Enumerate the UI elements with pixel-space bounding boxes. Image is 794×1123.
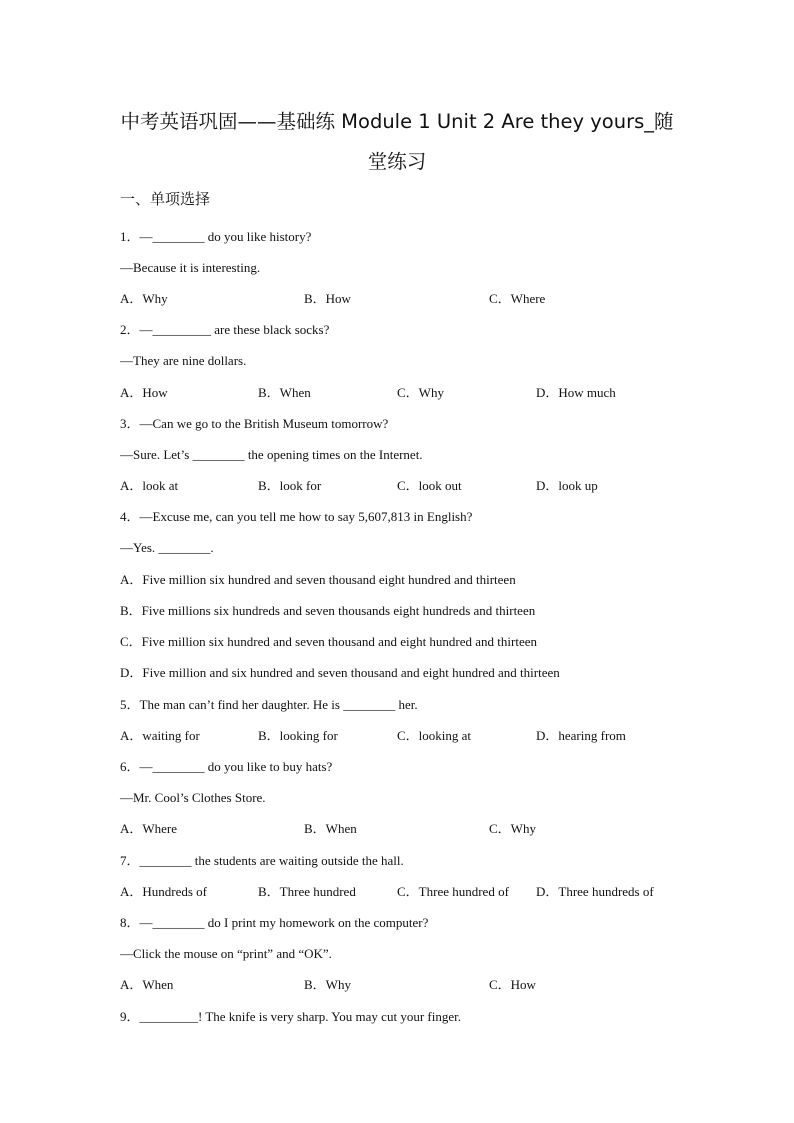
q8-option-a[interactable]: A．When [120, 977, 174, 992]
q6-option-c[interactable]: C．Why [489, 821, 536, 836]
q2-option-c[interactable]: C．Why [397, 385, 444, 400]
q4-option-d[interactable]: D．Five million and six hundred and seven thousand and eight hundred and thirteen [120, 665, 560, 680]
q6-option-b[interactable]: B．When [304, 821, 357, 836]
q5-options [120, 727, 680, 745]
q5-option-d[interactable]: D．hearing from [536, 728, 626, 743]
q4-stem: 4．—Excuse me, can you tell me how to say 5,607,813 in English? [120, 509, 473, 524]
q1-option-a[interactable]: A．Why [120, 291, 168, 306]
q2-option-b[interactable]: B．When [258, 385, 311, 400]
q3-option-b[interactable]: B．look for [258, 478, 322, 493]
q2-options [120, 384, 680, 402]
q8-option-c[interactable]: C．How [489, 977, 536, 992]
document-title-line-2: 堂练习 [367, 150, 427, 173]
q3-option-d[interactable]: D．look up [536, 478, 598, 493]
q8-reply: —Click the mouse on “print” and “OK”. [120, 946, 332, 961]
q3-option-a[interactable]: A．look at [120, 478, 179, 493]
q2-option-d[interactable]: D．How much [536, 385, 616, 400]
q7-option-b[interactable]: B．Three hundred [258, 884, 356, 899]
q6-options [120, 820, 680, 838]
q6-option-a[interactable]: A．Where [120, 821, 178, 836]
q8-stem: 8．—________ do I print my homework on the computer? [120, 915, 429, 930]
q5-stem: 5．The man can’t find her daughter. He is ________ her. [120, 697, 418, 712]
q6-reply: —Mr. Cool’s Clothes Store. [120, 790, 266, 805]
q2-stem: 2．—_________ are these black socks? [120, 322, 330, 337]
q7-stem: 7．________ the students are waiting outside the hall. [120, 853, 404, 868]
q4-option-c[interactable]: C．Five million six hundred and seven thousand and eight hundred and thirteen [120, 634, 538, 649]
q7-options [120, 883, 680, 901]
q3-stem: 3．—Can we go to the British Museum tomorrow? [120, 416, 389, 431]
q7-option-d[interactable]: D．Three hundreds of [536, 884, 654, 899]
q1-option-b[interactable]: B．How [304, 291, 351, 306]
q5-option-b[interactable]: B．looking for [258, 728, 338, 743]
document-title-line-1: 中考英语巩固——基础练 Module 1 Unit 2 Are they yours_随 [120, 110, 674, 133]
q5-option-c[interactable]: C．looking at [397, 728, 472, 743]
q2-reply: —They are nine dollars. [120, 353, 247, 368]
q3-option-c[interactable]: C．look out [397, 478, 462, 493]
q9-stem: 9．_________! The knife is very sharp. You may cut your finger. [120, 1009, 461, 1024]
q5-option-a[interactable]: A．waiting for [120, 728, 200, 743]
q1-options [120, 290, 680, 308]
q8-option-b[interactable]: B．Why [304, 977, 351, 992]
q3-reply: —Sure. Let’s ________ the opening times on the Internet. [120, 447, 423, 462]
q4-option-b[interactable]: B．Five millions six hundreds and seven thousands eight hundreds and thirteen [120, 603, 536, 618]
section-heading: 一、单项选择 [120, 190, 211, 208]
q8-options [120, 976, 680, 994]
q4-option-a[interactable]: A．Five million six hundred and seven thousand eight hundred and thirteen [120, 572, 516, 587]
q7-option-a[interactable]: A．Hundreds of [120, 884, 208, 899]
q4-reply: —Yes. ________. [120, 540, 214, 555]
q1-option-c[interactable]: C．Where [489, 291, 546, 306]
q1-reply: —Because it is interesting. [120, 260, 261, 275]
q2-option-a[interactable]: A．How [120, 385, 168, 400]
q6-stem: 6．—________ do you like to buy hats? [120, 759, 333, 774]
q7-option-c[interactable]: C．Three hundred of [397, 884, 509, 899]
q3-options [120, 477, 680, 495]
q1-stem: 1．—________ do you like history? [120, 229, 312, 244]
